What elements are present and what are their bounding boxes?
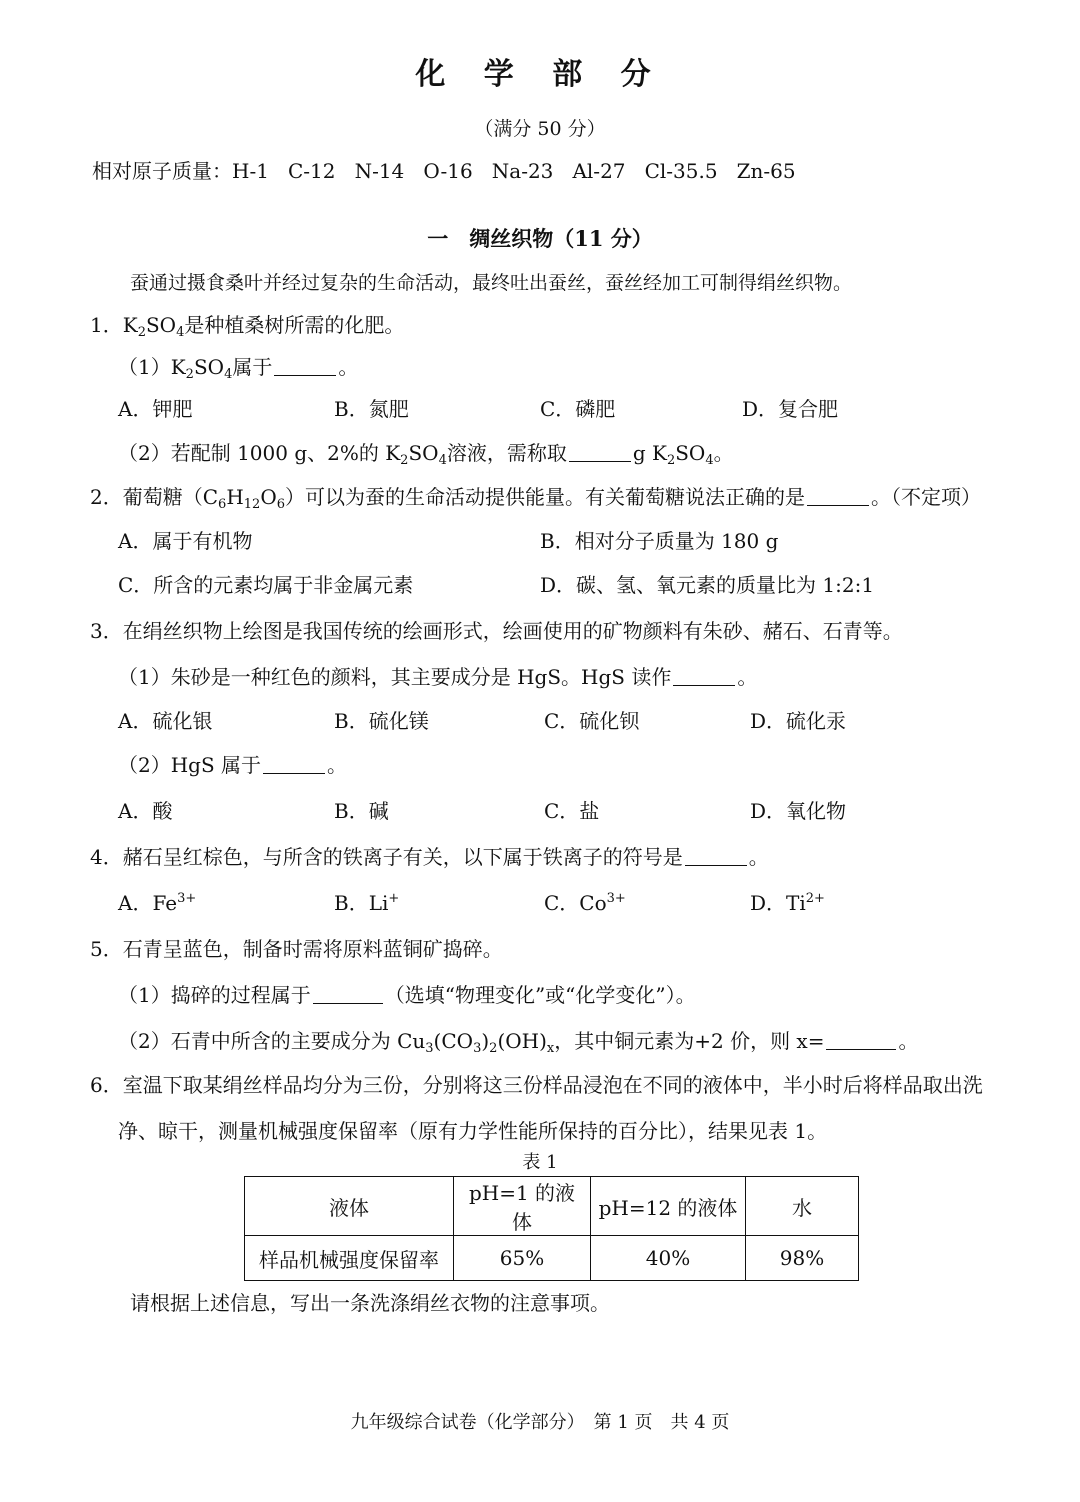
q4-option-a: A．$Fe^{3+}$ (118, 891, 197, 915)
q2-option-d: D．碳、氢、氧元素的质量比为 1:2:1 (540, 573, 875, 597)
q3p2-option-c: C．盐 (544, 799, 600, 823)
q3p1-option-d: D．硫化汞 (750, 709, 847, 733)
q3p2-option-a: A．酸 (118, 799, 173, 823)
q5-part2: （2）石青中所含的主要成分为 $Cu_3(CO_3)_2(OH)_x$，其中铜元素为+2 价，则 x= 。 (118, 1029, 919, 1056)
q2-stem: 2．葡萄糖$(C_6H_{12}O_6)$可以为蚕的生命活动提供能量。有关葡萄糖说法正确的是 。（不定项） (90, 485, 982, 512)
q6-stem-line2: 净、晾干，测量机械强度保留率（原有力学性能所保持的百分比），结果见表 1。 (118, 1119, 828, 1143)
table-cell: 样品机械强度保留率 (245, 1236, 454, 1281)
table-cell: 40% (591, 1236, 746, 1281)
q4-option-d: D．$Ti^{2+}$ (750, 891, 825, 915)
answer-blank[interactable] (807, 487, 869, 506)
q1-option-b: B．氮肥 (334, 397, 409, 421)
page-title: 化 学 部 分 (415, 57, 665, 92)
q1-option-a: A．钾肥 (118, 397, 193, 421)
q3p2-option-b: B．碱 (334, 799, 389, 823)
answer-blank[interactable] (263, 755, 325, 774)
answer-blank[interactable] (685, 847, 747, 866)
q3p1-option-b: B．硫化镁 (334, 709, 429, 733)
q2-option-a: A．属于有机物 (118, 529, 253, 553)
table-header-cell: 液体 (245, 1177, 454, 1236)
q1-stem: 1．$K_2SO_4$是种植桑树所需的化肥。 (90, 313, 405, 340)
q1-option-d: D．复合肥 (742, 397, 839, 421)
q3-stem: 3．在绢丝织物上绘图是我国传统的绘画形式，绘画使用的矿物颜料有朱砂、赭石、石青等。 (90, 619, 903, 643)
table-caption: 表 1 (522, 1152, 558, 1173)
q4-option-b: B．Li+ (334, 891, 400, 915)
q6-stem-line1: 6．室温下取某绢丝样品均分为三份，分别将这三份样品浸泡在不同的液体中，半小时后将样品取出洗 (90, 1073, 983, 1097)
table-cell: 65% (454, 1236, 591, 1281)
q1-part2: （2）若配制 1000 g、2%的 $K_2SO_4$溶液，需称取 g $K_2SO_4$。 (118, 441, 734, 468)
q4-option-c: C．$Co^{3+}$ (544, 891, 626, 915)
q3-part2: （2）HgS 属于 。 (118, 753, 348, 777)
section-intro: 蚕通过摄食桑叶并经过复杂的生命活动，最终吐出蚕丝，蚕丝经加工可制得绢丝织物。 (130, 272, 853, 294)
atomic-mass-list: H-1 C-12 N-14 O-16 Na-23 Al-27 Cl-35.5 Zn-65 (232, 159, 796, 183)
q3-part1: （1）朱砂是一种红色的颜料，其主要成分是 HgS。HgS 读作 。 (118, 665, 758, 689)
q3p1-option-c: C．硫化钡 (544, 709, 640, 733)
q5-part1: （1）捣碎的过程属于 （选填“物理变化”或“化学变化”）。 (118, 983, 696, 1007)
answer-blank[interactable] (673, 667, 735, 686)
answer-blank[interactable] (274, 357, 336, 376)
section-heading: 一 绸丝织物（11 分） (427, 226, 653, 251)
q5-stem: 5．石青呈蓝色，制备时需将原料蓝铜矿捣碎。 (90, 937, 503, 961)
full-score: （满分 50 分） (474, 118, 606, 140)
q1-option-c: C．磷肥 (540, 397, 616, 421)
answer-blank[interactable] (313, 985, 383, 1004)
table-header-cell: 水 (746, 1177, 859, 1236)
page-footer: 九年级综合试卷（化学部分） 第 1 页 共 4 页 (350, 1412, 730, 1433)
answer-blank[interactable] (569, 443, 631, 462)
table-header-cell: pH=12 的液体 (591, 1177, 746, 1236)
results-table (244, 1176, 859, 1281)
answer-blank[interactable] (826, 1031, 896, 1050)
table-header-cell: pH=1 的液体 (454, 1177, 591, 1236)
table-row (245, 1236, 859, 1281)
table-row (245, 1177, 859, 1236)
table-cell: 98% (746, 1236, 859, 1281)
atomic-mass-label: 相对原子质量： (92, 159, 232, 183)
atomic-masses (92, 158, 796, 184)
q4-stem: 4．赭石呈红棕色，与所含的铁离子有关，以下属于铁离子的符号是 。 (90, 845, 769, 869)
q6-ask: 请根据上述信息，写出一条洗涤绢丝衣物的注意事项。 (130, 1291, 610, 1315)
q2-option-b: B．相对分子质量为 180 g (540, 529, 779, 553)
q2-option-c: C．所含的元素均属于非金属元素 (118, 573, 414, 597)
q3p1-option-a: A．硫化银 (118, 709, 213, 733)
q1-part1: $(1)K_2SO_4$属于 。 (118, 355, 359, 382)
q3p2-option-d: D．氧化物 (750, 799, 847, 823)
